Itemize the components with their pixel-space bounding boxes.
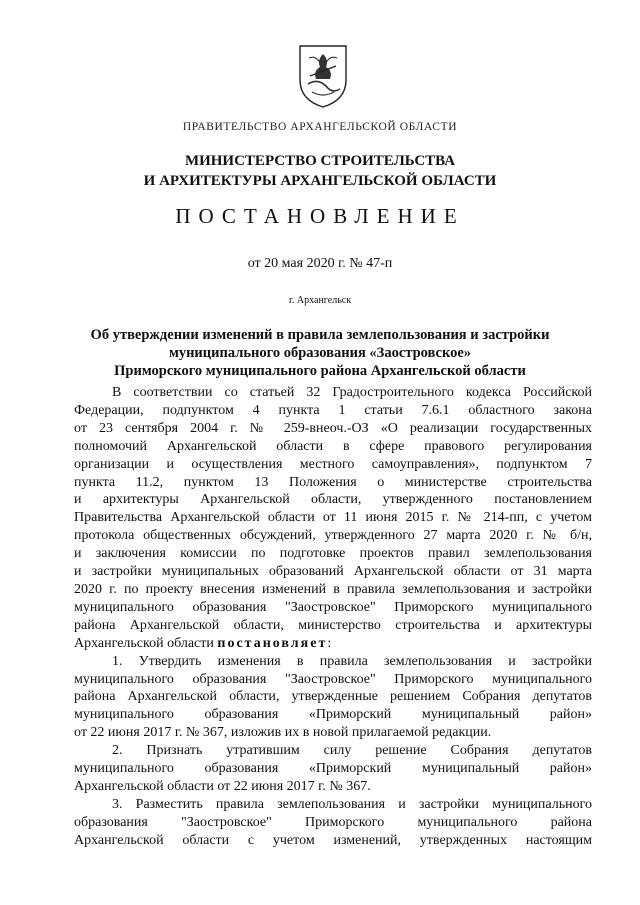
- document-date-number: от 20 мая 2020 г. № 47-п: [247, 256, 393, 271]
- body-line: 2. Признать утратившим силу решение Собрания депутатов: [112, 743, 592, 759]
- body-line: муниципального образования "Заостровское" Приморского муниципального: [74, 671, 592, 687]
- body-line: Федерации, подпунктом 4 пункта 1 статьи 7.6.1 областного закона: [74, 402, 592, 418]
- body-line: и архитектуры Архангельской области, утвержденного постановлением: [74, 492, 592, 508]
- resolution-keyword: постановляет: [217, 635, 328, 651]
- body-line: 3. Разместить правила землепользования и застройки муниципального: [112, 796, 592, 812]
- ministry-name-line: И АРХИТЕКТУРЫ АРХАНГЕЛЬСКОЙ ОБЛАСТИ: [143, 173, 497, 189]
- body-line: Архангельской области от 22 июня 2017 г. № 367.: [74, 778, 371, 794]
- body-line: от 23 сентября 2004 г. № 259-внеоч.-ОЗ «О реализации государственных: [74, 420, 592, 436]
- body-line: муниципального образования «Приморский муниципальный район»: [74, 707, 592, 723]
- body-line: 2020 г. по проекту внесения изменений в правила землепользования и застройки: [74, 581, 592, 597]
- document-type: ПОСТАНОВЛЕНИЕ: [175, 204, 465, 228]
- body-line: Архангельской области с учетом изменений, утвержденных настоящим: [74, 832, 592, 848]
- document-city: г. Архангельск: [288, 295, 352, 306]
- body-line: В соответствии со статьей 32 Градостроительного кодекса Российской: [112, 385, 592, 400]
- document-title: [0, 326, 640, 380]
- body-text: :: [327, 635, 332, 651]
- body-line: организации и осуществления местного самоуправления», подпунктом 7: [74, 456, 592, 472]
- ministry-name: [0, 151, 640, 191]
- body-line: района Архангельской области, утвержденные решением Собрания депутатов: [74, 689, 592, 705]
- body-line: пункта 11.2, пунктом 13 Положения о министерстве строительства: [74, 474, 592, 490]
- body-line: Правительства Архангельской области от 11 июня 2015 г. № 214-пп, с учетом: [74, 510, 592, 526]
- body-line: и застройки муниципальных образований Архангельской области от 31 марта: [74, 564, 592, 580]
- title-line: Приморского муниципального района Архангельской области: [114, 363, 526, 379]
- body-line: и заключения комиссии по подготовке проектов правил землепользования: [74, 546, 592, 562]
- document-body: [74, 384, 592, 850]
- body-line: образования "Заостровское" Приморского муниципального района: [74, 814, 592, 830]
- body-line: 1. Утвердить изменения в правила землепользования и застройки: [112, 653, 592, 669]
- body-line: муниципального образования «Приморский муниципальный район»: [74, 761, 592, 777]
- body-text: Архангельской области: [74, 635, 218, 651]
- arkhangelsk-coat-of-arms-icon: [296, 40, 350, 110]
- title-line: муниципального образования «Заостровское»: [168, 345, 472, 361]
- ministry-name-line: МИНИСТЕРСТВО СТРОИТЕЛЬСТВА: [184, 153, 456, 169]
- body-line: [74, 635, 592, 653]
- body-line: района Архангельской области, министерство строительства и архитектуры: [74, 617, 592, 633]
- body-line: от 22 июня 2017 г. № 367, изложив их в новой прилагаемой редакции.: [74, 725, 492, 741]
- body-line: муниципального образования "Заостровское" Приморского муниципального: [74, 599, 592, 615]
- body-line: протокола общественных обсуждений, утвержденного 27 марта 2020 г. № б/н,: [74, 528, 592, 544]
- title-line: Об утверждении изменений в правила землепользования и застройки: [90, 327, 550, 343]
- government-name: ПРАВИТЕЛЬСТВО АРХАНГЕЛЬСКОЙ ОБЛАСТИ: [182, 121, 458, 133]
- body-line: полномочий Архангельской области в сфере правового регулирования: [74, 438, 592, 454]
